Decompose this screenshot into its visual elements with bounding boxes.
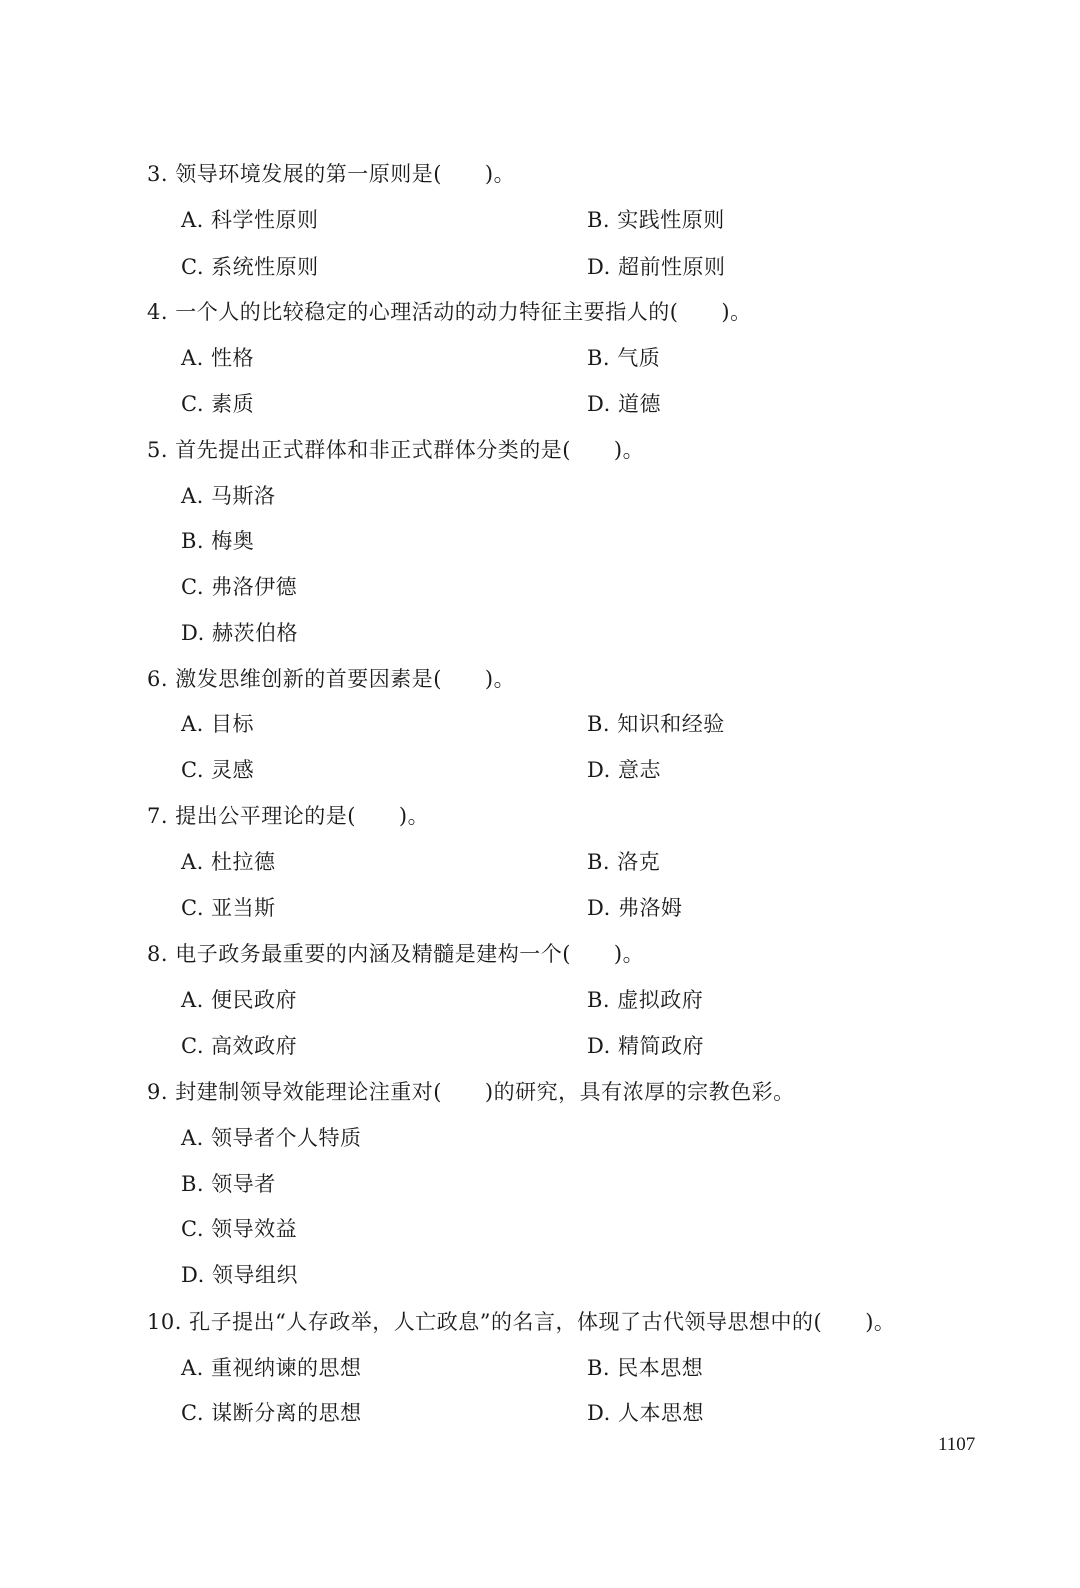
question-8-option-d: D. 精简政府	[587, 1034, 704, 1058]
question-10-option-a: A. 重视纳谏的思想	[181, 1356, 362, 1380]
question-3-stem: 3. 领导环境发展的第一原则是( )。	[147, 162, 516, 186]
question-8-option-b: B. 虚拟政府	[587, 988, 704, 1012]
question-9-option-c: C. 领导效益	[181, 1217, 298, 1241]
question-10-option-d: D. 人本思想	[587, 1401, 704, 1425]
question-7-option-a: A. 杜拉德	[181, 850, 276, 874]
question-8-stem: 8. 电子政务最重要的内涵及精髓是建构一个( )。	[147, 942, 645, 966]
question-4-stem: 4. 一个人的比较稳定的心理活动的动力特征主要指人的( )。	[147, 300, 752, 324]
question-9-option-b: B. 领导者	[181, 1172, 276, 1196]
question-6-option-d: D. 意志	[587, 758, 661, 782]
question-7-option-b: B. 洛克	[587, 850, 661, 874]
question-10-option-b: B. 民本思想	[587, 1356, 704, 1380]
question-6-stem: 6. 激发思维创新的首要因素是( )。	[147, 667, 516, 691]
question-6-option-b: B. 知识和经验	[587, 712, 725, 736]
question-7-option-d: D. 弗洛姆	[587, 896, 683, 920]
question-6-option-c: C. 灵感	[181, 758, 255, 782]
question-5-option-d: D. 赫茨伯格	[181, 621, 298, 645]
question-4-option-a: A. 性格	[181, 346, 255, 370]
question-6-option-a: A. 目标	[181, 712, 255, 736]
question-8-option-c: C. 高效政府	[181, 1034, 298, 1058]
question-8-option-a: A. 便民政府	[181, 988, 298, 1012]
question-5-option-b: B. 梅奥	[181, 529, 255, 553]
question-3-option-d: D. 超前性原则	[587, 255, 726, 279]
question-5-option-c: C. 弗洛伊德	[181, 575, 298, 599]
question-4-option-c: C. 素质	[181, 392, 255, 416]
question-7-stem: 7. 提出公平理论的是( )。	[147, 804, 430, 828]
question-9-stem: 9. 封建制领导效能理论注重对( )的研究，具有浓厚的宗教色彩。	[147, 1080, 795, 1104]
question-9-option-a: A. 领导者个人特质	[181, 1126, 362, 1150]
question-10-stem: 10. 孔子提出“人存政举，人亡政息”的名言，体现了古代领导思想中的( )。	[147, 1310, 896, 1334]
question-10-option-c: C. 谋断分离的思想	[181, 1401, 362, 1425]
page-number: 1107	[938, 1434, 976, 1455]
question-3-option-b: B. 实践性原则	[587, 208, 725, 232]
question-5-option-a: A. 马斯洛	[181, 484, 276, 508]
question-4-option-d: D. 道德	[587, 392, 661, 416]
question-7-option-c: C. 亚当斯	[181, 896, 276, 920]
question-3-option-a: A. 科学性原则	[181, 208, 319, 232]
question-4-option-b: B. 气质	[587, 346, 661, 370]
question-3-option-c: C. 系统性原则	[181, 255, 319, 279]
question-5-stem: 5. 首先提出正式群体和非正式群体分类的是( )。	[147, 438, 645, 462]
question-9-option-d: D. 领导组织	[181, 1263, 298, 1287]
